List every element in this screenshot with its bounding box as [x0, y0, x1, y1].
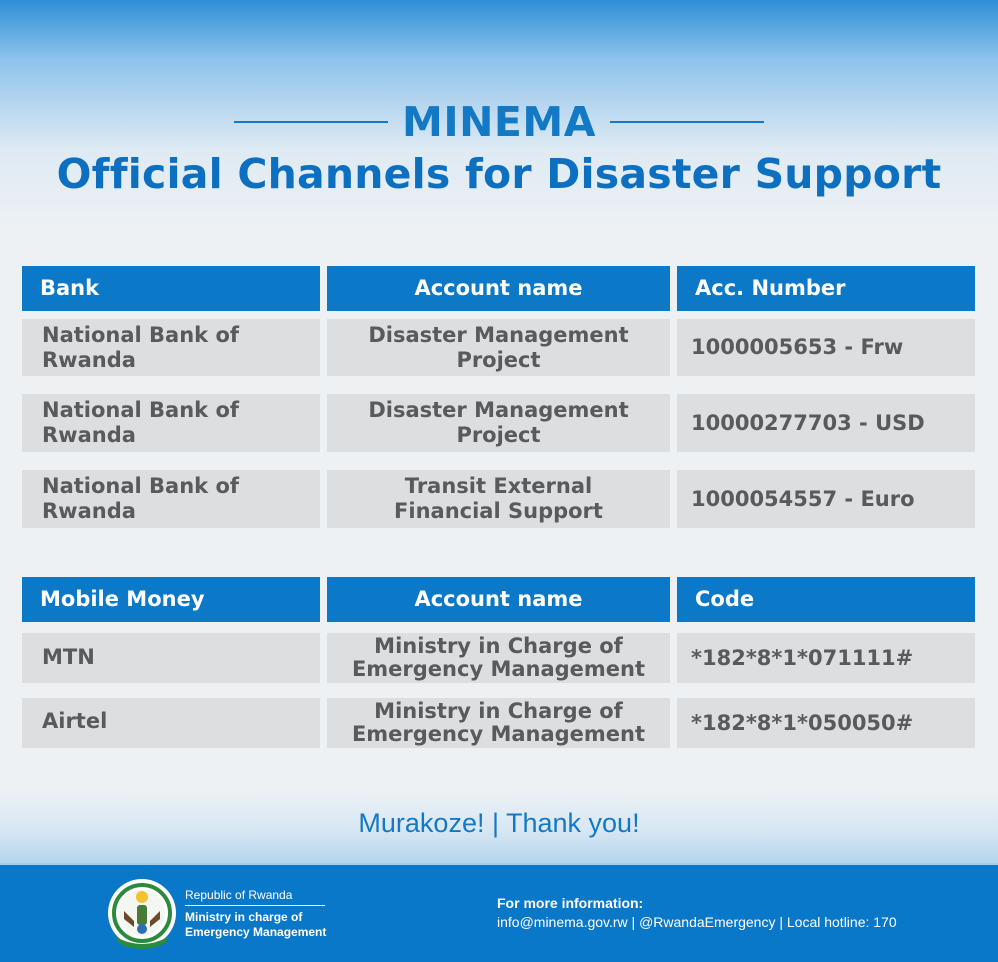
ministry-name-line1: Ministry in charge of: [185, 910, 303, 924]
bank-table-header: [22, 266, 975, 312]
account-name-line1: Disaster Management: [368, 398, 629, 422]
account-name-line1: Disaster Management: [368, 322, 629, 347]
column-header-bank: Bank: [22, 266, 320, 312]
column-header-acc-number: Acc. Number: [677, 266, 975, 312]
page-title: Official Channels for Disaster Support: [56, 150, 942, 198]
provider-name: MTN: [22, 633, 320, 683]
table-row: [22, 470, 975, 528]
account-name: [327, 319, 670, 376]
bank-name: National Bank of Rwanda: [22, 470, 320, 528]
column-header-code: Code: [677, 577, 975, 623]
mobile-table-header: [22, 577, 975, 623]
title-divider-right: [610, 121, 764, 123]
account-name: [327, 633, 670, 683]
account-name-line1: Ministry in Charge of: [374, 699, 623, 723]
account-number: 10000277703 - USD: [677, 394, 975, 452]
table-row: [22, 698, 975, 748]
republic-label: Republic of Rwanda: [185, 888, 325, 906]
account-number: 1000054557 - Euro: [677, 470, 975, 528]
column-header-mobile-money: Mobile Money: [22, 577, 320, 623]
account-name: [327, 394, 670, 452]
account-name-line2: Emergency Management: [351, 722, 646, 746]
account-name-line1: Transit External: [404, 474, 593, 498]
account-number: 1000005653 - Frw: [677, 319, 975, 376]
account-name: [327, 470, 670, 528]
column-header-account-name: Account name: [327, 577, 670, 623]
account-name-line2: Project: [456, 423, 541, 447]
account-name-line2: Project: [456, 347, 541, 372]
account-name-line2: Emergency Management: [351, 657, 646, 681]
footer: [0, 863, 998, 962]
column-header-account-name: Account name: [327, 266, 670, 312]
ussd-code: *182*8*1*071111#: [677, 633, 975, 683]
rwanda-coat-of-arms-icon: [106, 875, 178, 955]
table-row: [22, 319, 975, 376]
ussd-code: *182*8*1*050050#: [677, 698, 975, 748]
bank-name: National Bank of Rwanda: [22, 394, 320, 452]
table-row: [22, 633, 975, 683]
bank-table: [22, 266, 975, 528]
thank-you-message: Murakoze! | Thank you!: [358, 808, 640, 838]
mobile-money-table: [22, 577, 975, 748]
bank-name: National Bank of Rwanda: [22, 319, 320, 376]
organization-block: [185, 888, 330, 940]
info-label: For more information:: [497, 895, 644, 911]
info-text: info@minema.gov.rw | @RwandaEmergency | Local hotline: 170: [497, 914, 897, 930]
page-header: [0, 96, 998, 198]
contact-info: [497, 895, 897, 930]
ministry-name-line2: Emergency Management: [185, 925, 327, 939]
ministry-acronym: MINEMA: [402, 98, 596, 146]
title-divider-left: [234, 121, 388, 123]
account-name: [327, 698, 670, 748]
account-name-line1: Ministry in Charge of: [374, 634, 623, 658]
table-row: [22, 394, 975, 452]
provider-name: Airtel: [22, 698, 320, 748]
ministry-name: [185, 910, 330, 940]
ministry-title-row: [0, 96, 998, 148]
account-name-line2: Financial Support: [394, 499, 603, 523]
